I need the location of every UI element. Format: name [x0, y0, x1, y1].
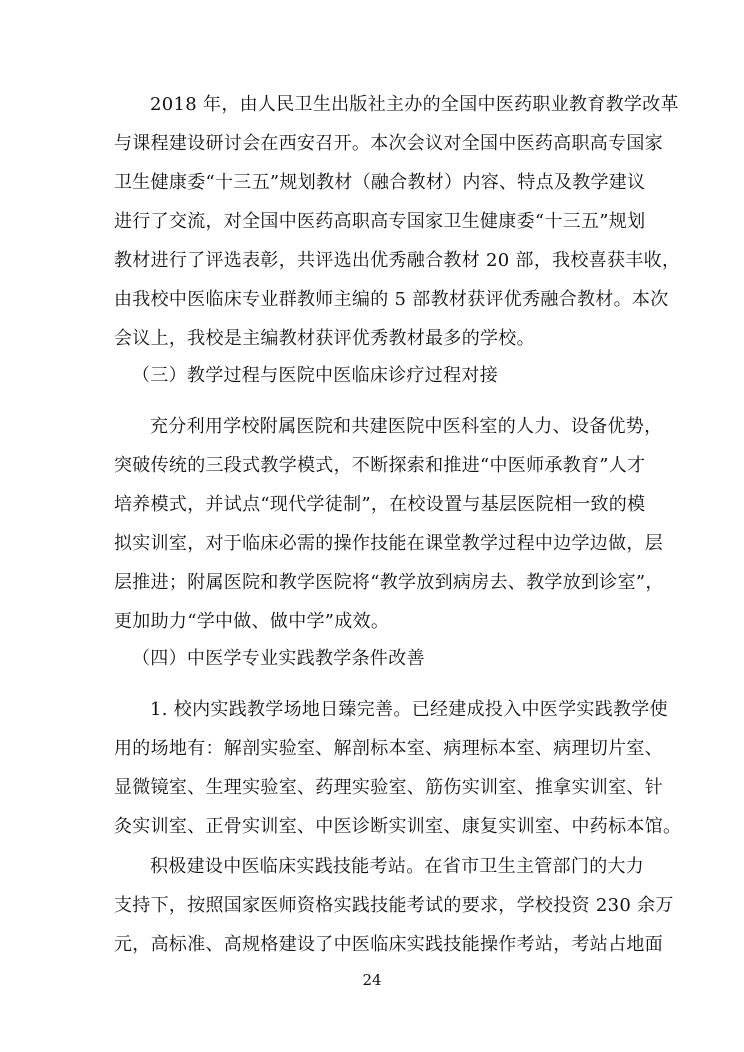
paragraph-2-line-4: 拟实训室，对于临床必需的操作技能在课堂教学过程中边学边做，层	[114, 533, 663, 554]
section-heading-4: （四）中医学专业实践教学条件改善	[132, 648, 425, 669]
paragraph-2-line-2: 突破传统的三段式教学模式，不断探索和推进“中医师承教育”人才	[114, 455, 646, 476]
paragraph-2-line-5: 层推进；附属医院和教学医院将“教学放到病房去、教学放到诊室”，	[114, 572, 664, 593]
paragraph-4-line-3: 元，高标准、高规格建设了中医临床实践技能操作考站，考站占地面	[114, 934, 663, 955]
paragraph-2-line-3: 培养模式，并试点“现代学徒制”，在校设置与基层医院相一致的模	[114, 494, 646, 515]
paragraph-1-line-6: 由我校中医临床专业群教师主编的 5 部教材获评优秀融合教材。本次	[114, 289, 669, 310]
paragraph-4-line-2: 支持下，按照国家医师资格实践技能考试的要求，学校投资 230 余万	[114, 895, 674, 916]
paragraph-3-line-2: 用的场地有：解剖实验室、解剖标本室、病理标本室、病理切片室、	[114, 738, 663, 759]
paragraph-1-line-5: 教材进行了评选表彰，共评选出优秀融合教材 20 部，我校喜获丰收，	[114, 250, 681, 271]
paragraph-1-line-4: 进行了交流，对全国中医药高职高专国家卫生健康委“十三五”规划	[114, 211, 646, 232]
paragraph-2-line-1: 充分利用学校附属医院和共建医院中医科室的人力、设备优势，	[150, 416, 663, 437]
paragraph-2-line-6: 更加助力“学中做、做中学”成效。	[114, 611, 390, 632]
section-heading-3: （三）教学过程与医院中医临床诊疗过程对接	[132, 365, 498, 386]
paragraph-1-line-1: 2018 年，由人民卫生出版社主办的全国中医药职业教育教学改革	[150, 94, 679, 115]
paragraph-1-line-3: 卫生健康委“十三五”规划教材（融合教材）内容、特点及教学建议	[114, 172, 646, 193]
page-number: 24	[362, 971, 382, 989]
paragraph-1-line-2: 与课程建设研讨会在西安召开。本次会议对全国中医药高职高专国家	[114, 133, 663, 154]
paragraph-1-line-7: 会议上，我校是主编教材获评优秀教材最多的学校。	[114, 328, 535, 349]
paragraph-3-line-4: 灸实训室、正骨实训室、中医诊断实训室、康复实训室、中药标本馆。	[114, 816, 682, 837]
paragraph-3-line-3: 显微镜室、生理实验室、药理实验室、筋伤实训室、推拿实训室、针	[114, 777, 663, 798]
paragraph-4-line-1: 积极建设中医临床实践技能考站。在省市卫生主管部门的大力	[150, 856, 645, 877]
paragraph-3-line-1: 1. 校内实践教学场地日臻完善。已经建成投入中医学实践教学使	[150, 699, 668, 720]
